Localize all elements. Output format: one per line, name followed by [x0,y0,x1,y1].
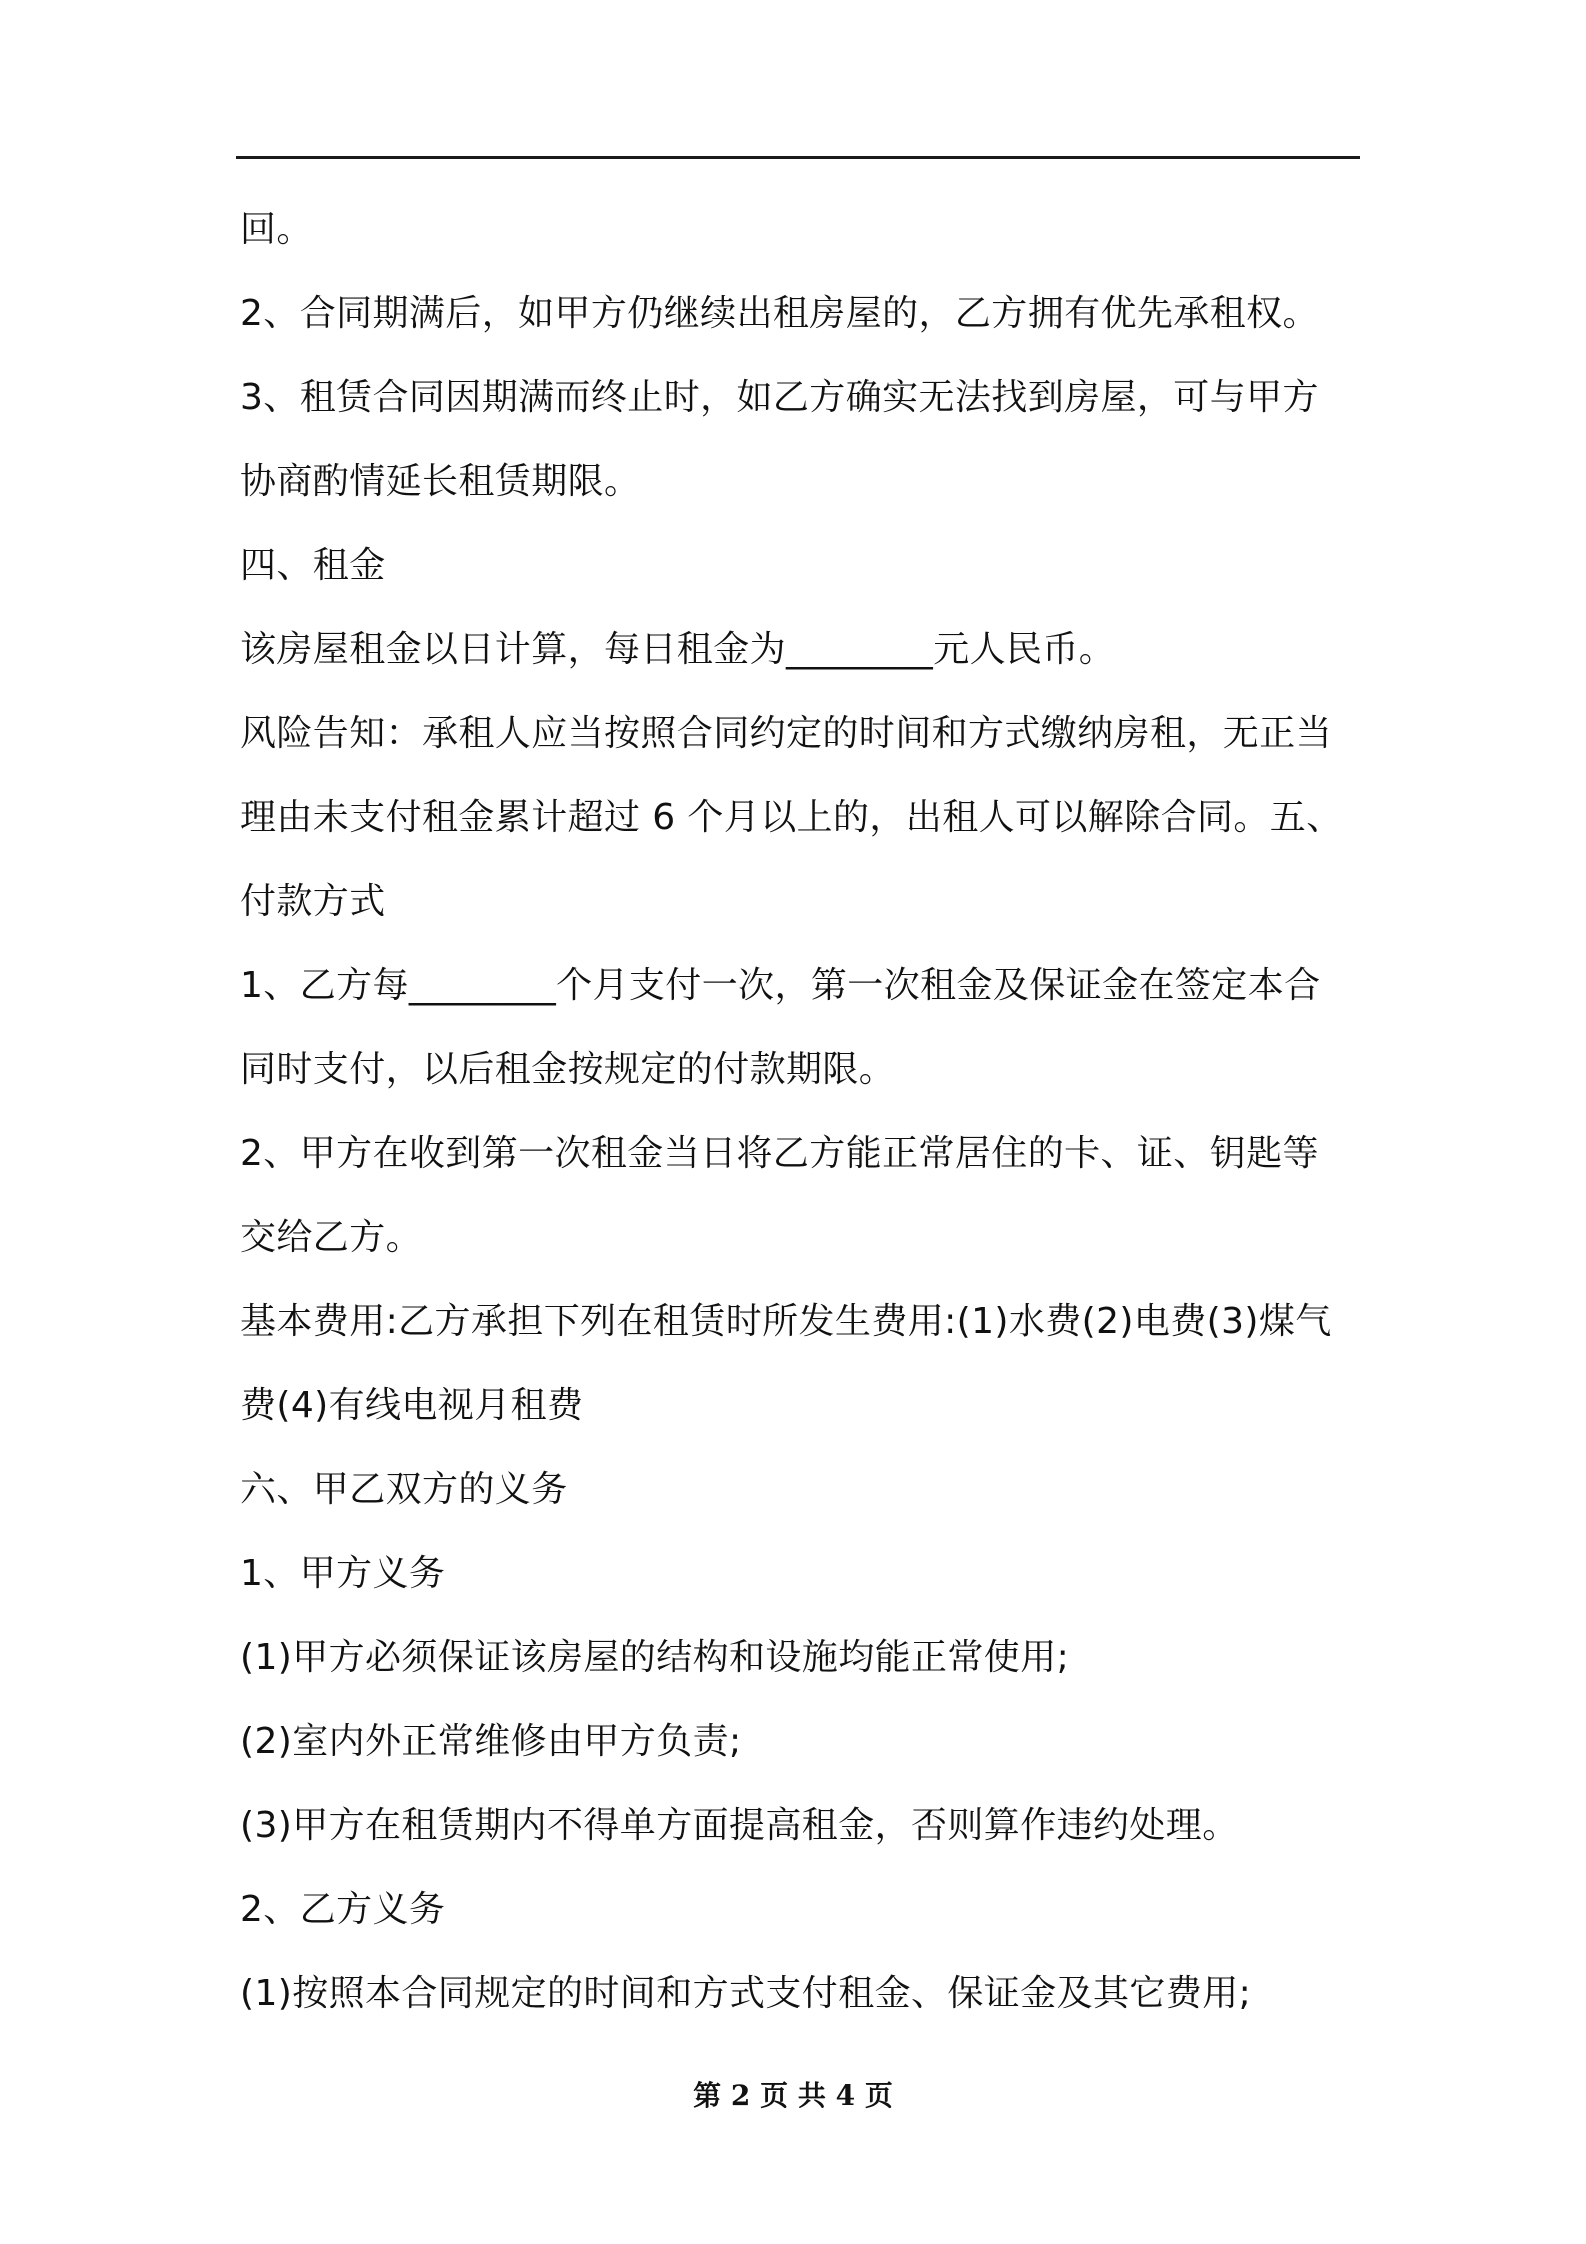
section-heading: 四、租金 [240,545,386,586]
text-line: 基本费用:乙方承担下列在租赁时所发生费用:(1)水费(2)电费(3)煤气 [240,1301,1332,1342]
text-line: 2、合同期满后，如甲方仍继续出租房屋的，乙方拥有优先承租权。 [240,293,1319,334]
text-line: 同时支付，以后租金按规定的付款期限。 [240,1049,896,1090]
text-line: (1)甲方必须保证该房屋的结构和设施均能正常使用; [240,1637,1070,1678]
header-rule [236,156,1360,159]
text-line: 交给乙方。 [240,1217,423,1258]
text-line: 费(4)有线电视月租费 [240,1385,584,1426]
page-number: 第 2 页 共 4 页 [693,2079,893,2112]
text-line: 3、租赁合同因期满而终止时，如乙方确实无法找到房屋，可与甲方 [240,377,1319,418]
text-line: 2、甲方在收到第一次租金当日将乙方能正常居住的卡、证、钥匙等 [240,1133,1319,1174]
text-line: 风险告知：承租人应当按照合同约定的时间和方式缴纳房租，无正当 [240,713,1333,754]
text-line: 该房屋租金以日计算，每日租金为________元人民币。 [240,629,1116,670]
text-line: 理由未支付租金累计超过 6 个月以上的，出租人可以解除合同。五、 [240,797,1343,838]
text-line: 1、乙方每________个月支付一次，第一次租金及保证金在签定本合 [240,965,1321,1006]
subsection-heading: 1、甲方义务 [240,1553,446,1594]
subsection-heading: 2、乙方义务 [240,1889,446,1930]
text-line: 协商酌情延长租赁期限。 [240,461,641,502]
text-line: (2)室内外正常维修由甲方负责; [240,1721,742,1762]
text-line: (3)甲方在租赁期内不得单方面提高租金，否则算作违约处理。 [240,1805,1239,1846]
text-line: (1)按照本合同规定的时间和方式支付租金、保证金及其它费用; [240,1973,1252,2014]
section-heading: 付款方式 [240,881,386,922]
section-heading: 六、甲乙双方的义务 [240,1469,568,1510]
text-line: 回。 [240,209,313,250]
